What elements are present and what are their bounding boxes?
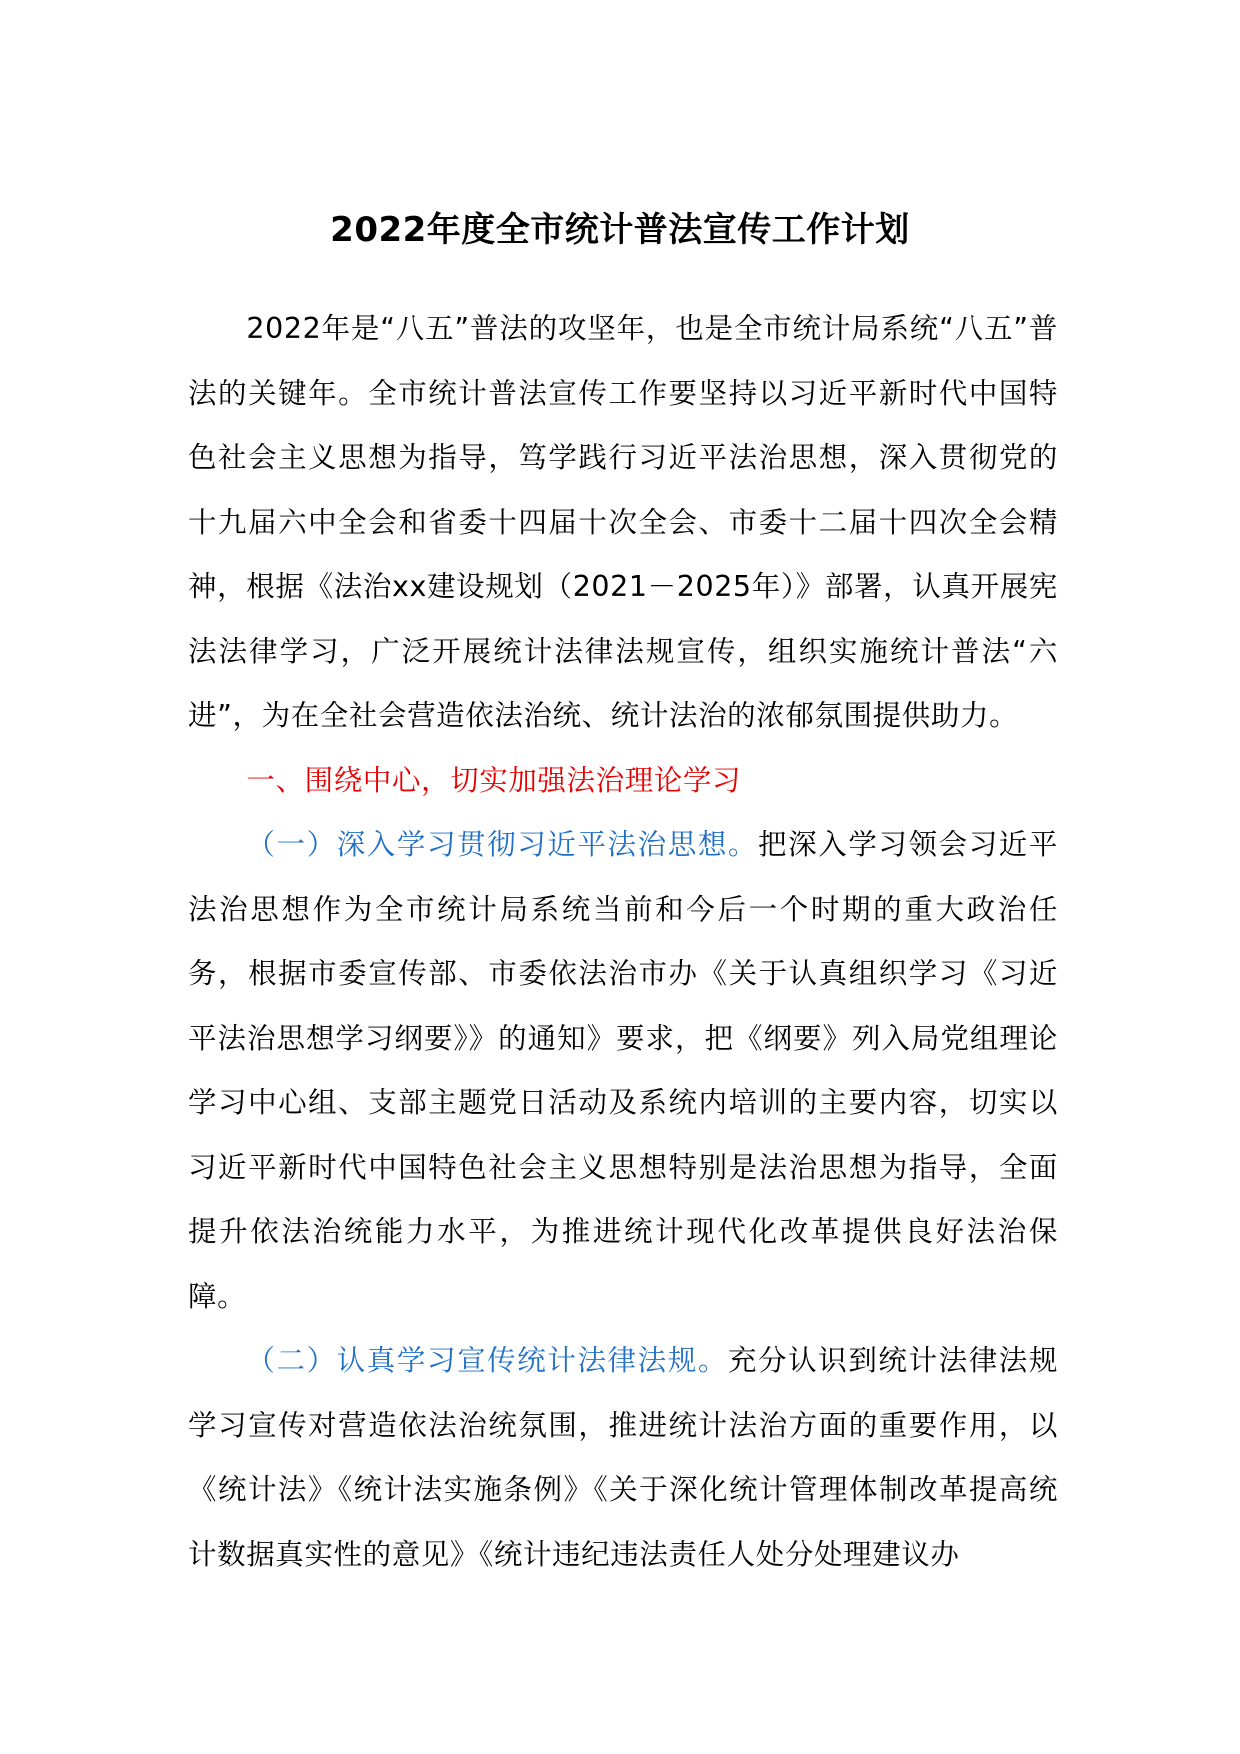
item-1-paragraph [188,813,1058,1329]
intro-paragraph: 2022年是“八五”普法的攻坚年，也是全市统计局系统“八五”普法的关键年。全市统计普法宣传工作要坚持以习近平新时代中国特色社会主义思想为指导，笃学践行习近平法治思想，深入贯彻党的十九届六中全会和省委十四届十次全会、市委十二届十四次全会精神，根据《法治xx建设规划（2021－2025年）》部署，认真开展宪法法律学习，广泛开展统计法律法规宣传，组织实施统计普法“六进”，为在全社会营造依法治统、统计法治的浓郁氛围提供助力。 [188,312,1058,732]
document-title: 2022年度全市统计普法宣传工作计划 [330,210,910,250]
section-1-heading: 一、围绕中心，切实加强法治理论学习 [246,763,742,797]
item-2-heading: （二）认真学习宣传统计法律法规。 [246,1344,728,1377]
item-2-text: 充分认识到统计法律法规学习宣传对营造依法治统氛围，推进统计法治方面的重要作用，以《统计法》《统计法实施条例》《关于深化统计管理体制改革提高统计数据真实性的意见》《统计违纪违法责任人处分处理建议办 [188,1344,1058,1571]
item-1-heading: （一）深入学习贯彻习近平法治思想。 [246,828,759,861]
document-body [188,297,1058,1587]
item-2-paragraph [188,1329,1058,1587]
item-1-text: 把深入学习领会习近平法治思想作为全市统计局系统当前和今后一个时期的重大政治任务，根据市委宣传部、市委依法治市办《关于认真组织学习《习近平法治思想学习纲要》》的通知》要求，把《纲要》列入局党组理论学习中心组、支部主题党日活动及系统内培训的主要内容，切实以习近平新时代中国特色社会主义思想特别是法治思想为指导，全面提升依法治统能力水平，为推进统计现代化改革提供良好法治保障。 [188,828,1058,1313]
